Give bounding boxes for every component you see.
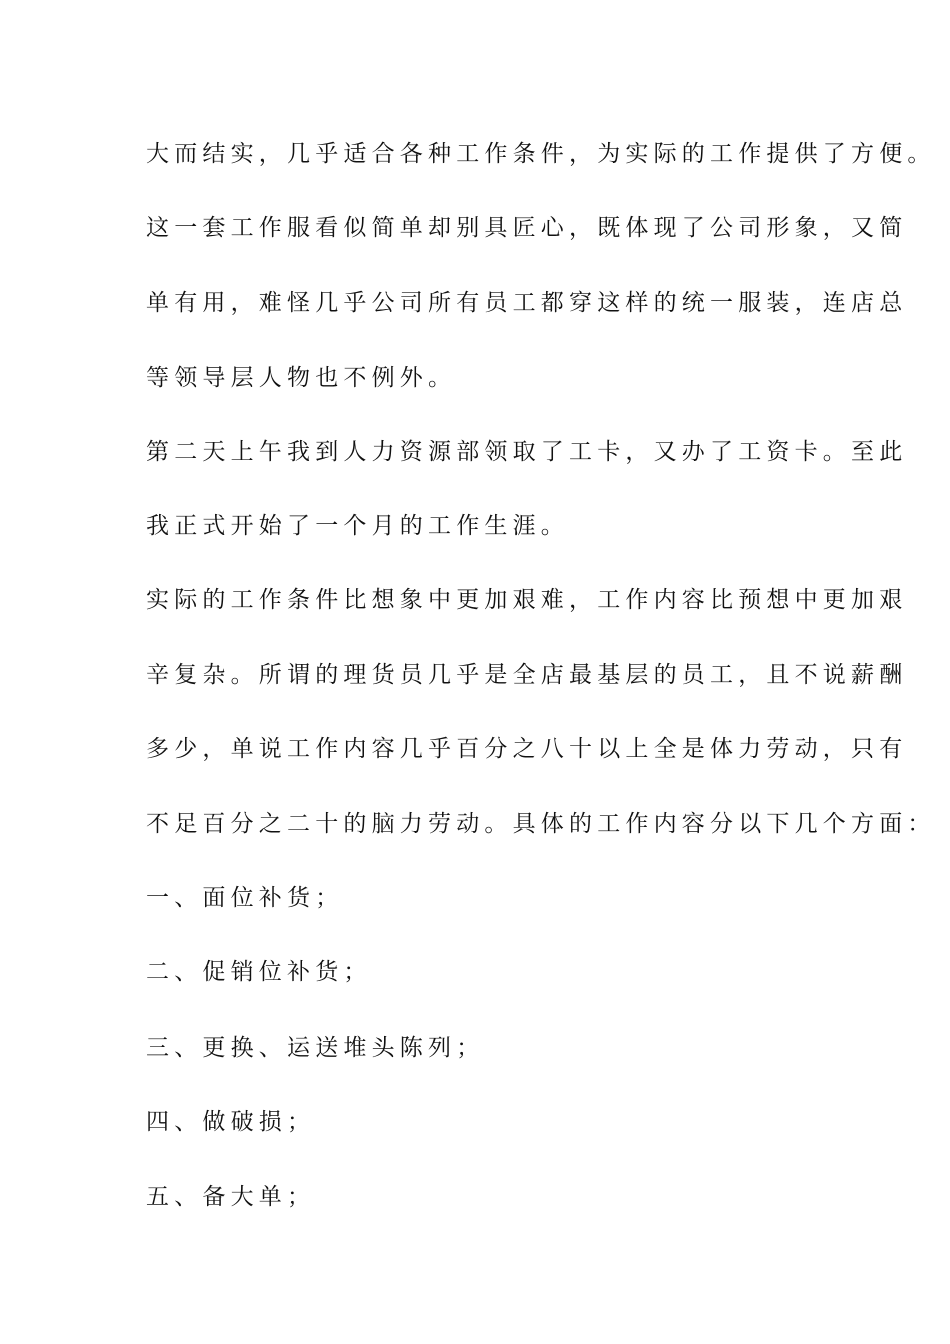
paragraph-line: 不足百分之二十的脑力劳动。具体的工作内容分以下几个方面： xyxy=(146,811,936,837)
list-item: 一、面位补货； xyxy=(146,885,344,911)
paragraph-line: 这一套工作服看似简单却别具匠心，既体现了公司形象，又简 xyxy=(146,215,908,241)
list-item: 四、做破损； xyxy=(146,1109,316,1135)
list-item: 五、备大单； xyxy=(146,1184,316,1210)
paragraph-line: 单有用，难怪几乎公司所有员工都穿这样的统一服装，连店总 xyxy=(146,290,908,316)
paragraph-line: 实际的工作条件比想象中更加艰难，工作内容比预想中更加艰 xyxy=(146,587,908,613)
paragraph-line: 我正式开始了一个月的工作生涯。 xyxy=(146,513,569,539)
list-item: 三、更换、运送堆头陈列； xyxy=(146,1035,485,1061)
paragraph-line: 大而结实，几乎适合各种工作条件，为实际的工作提供了方便。 xyxy=(146,141,936,167)
list-item: 二、促销位补货； xyxy=(146,959,372,985)
paragraph-line: 第二天上午我到人力资源部领取了工卡，又办了工资卡。至此 xyxy=(146,439,908,465)
paragraph-line: 辛复杂。所谓的理货员几乎是全店最基层的员工，且不说薪酬 xyxy=(146,662,908,688)
paragraph-line: 多少，单说工作内容几乎百分之八十以上全是体力劳动，只有 xyxy=(146,736,908,762)
paragraph-line: 等领导层人物也不例外。 xyxy=(146,365,457,391)
